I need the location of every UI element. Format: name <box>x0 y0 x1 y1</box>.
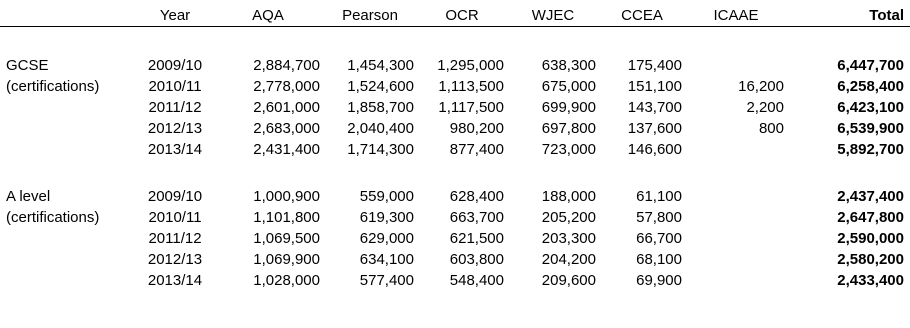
year-cell: 2010/11 <box>148 78 202 95</box>
table-row <box>0 76 910 97</box>
ccea-cell: 137,600 <box>627 120 682 137</box>
ocr-cell: 980,200 <box>449 120 504 137</box>
table-row <box>0 186 910 207</box>
icaae-cell <box>688 270 790 291</box>
pearson-cell: 1,524,600 <box>347 78 414 95</box>
ccea-cell: 57,800 <box>636 209 682 226</box>
ccea-cell: 61,100 <box>636 188 682 205</box>
icaae-cell: 800 <box>758 120 784 137</box>
year-cell: 2009/10 <box>147 188 203 205</box>
table-row <box>0 139 910 160</box>
total-cell: 6,423,100 <box>837 99 904 116</box>
ccea-cell: 66,700 <box>636 230 682 247</box>
year-cell: 2010/11 <box>148 209 202 226</box>
aqa-cell: 2,601,000 <box>253 99 320 116</box>
spacer-row <box>0 160 910 186</box>
total-cell: 6,447,700 <box>837 57 904 74</box>
icaae-cell: 16,200 <box>738 78 784 95</box>
icaae-cell: 2,200 <box>746 99 784 116</box>
empty-label <box>0 270 140 291</box>
empty-label <box>0 139 140 160</box>
empty-label <box>0 97 140 118</box>
header-pearson: Pearson <box>326 4 420 27</box>
total-cell: 2,437,400 <box>837 188 904 205</box>
pearson-cell: 2,040,400 <box>347 120 414 137</box>
aqa-cell: 2,431,400 <box>253 141 320 158</box>
group-label: GCSE <box>6 57 49 74</box>
table-row <box>0 228 910 249</box>
year-cell: 2013/14 <box>147 141 203 158</box>
year-cell: 2011/12 <box>148 99 202 116</box>
icaae-cell <box>688 55 790 76</box>
wjec-cell: 203,300 <box>541 230 596 247</box>
aqa-cell: 2,683,000 <box>253 120 320 137</box>
aqa-cell: 1,028,000 <box>253 272 320 289</box>
total-cell: 5,892,700 <box>837 141 904 158</box>
empty-label <box>0 118 140 139</box>
ccea-cell: 143,700 <box>627 99 682 116</box>
table-row <box>0 207 910 228</box>
ocr-cell: 548,400 <box>449 272 504 289</box>
header-ocr: OCR <box>420 4 510 27</box>
total-cell: 6,539,900 <box>837 120 904 137</box>
table-row <box>0 249 910 270</box>
total-cell: 2,590,000 <box>837 230 904 247</box>
aqa-cell: 1,000,900 <box>253 188 320 205</box>
pearson-cell: 634,100 <box>359 251 414 268</box>
header-label <box>0 4 140 27</box>
pearson-cell: 619,300 <box>359 209 414 226</box>
total-cell: 6,258,400 <box>837 78 904 95</box>
total-cell: 2,433,400 <box>837 272 904 289</box>
ocr-cell: 663,700 <box>449 209 504 226</box>
ccea-cell: 146,600 <box>627 141 682 158</box>
ocr-cell: 1,113,500 <box>438 78 504 95</box>
header-total: Total <box>790 4 910 27</box>
pearson-cell: 1,714,300 <box>347 141 414 158</box>
aqa-cell: 2,884,700 <box>253 57 320 74</box>
ccea-cell: 69,900 <box>636 272 682 289</box>
year-cell: 2012/13 <box>147 120 203 137</box>
wjec-cell: 209,600 <box>541 272 596 289</box>
header-wjec: WJEC <box>510 4 602 27</box>
ccea-cell: 68,100 <box>636 251 682 268</box>
group-sublabel: (certifications) <box>6 78 100 95</box>
aqa-cell: 1,069,500 <box>253 230 320 247</box>
ocr-cell: 603,800 <box>449 251 504 268</box>
year-cell: 2012/13 <box>147 251 203 268</box>
ocr-cell: 1,295,000 <box>437 57 504 74</box>
icaae-cell <box>688 228 790 249</box>
empty-label <box>0 228 140 249</box>
aqa-cell: 2,778,000 <box>253 78 320 95</box>
header-row <box>0 4 910 27</box>
ocr-cell: 1,117,500 <box>438 99 504 116</box>
table-row <box>0 97 910 118</box>
spacer-row <box>0 27 910 56</box>
certifications-table <box>0 4 910 291</box>
year-cell: 2011/12 <box>148 230 202 247</box>
aqa-cell: 1,069,900 <box>253 251 320 268</box>
wjec-cell: 205,200 <box>541 209 596 226</box>
icaae-cell <box>688 249 790 270</box>
table-row <box>0 118 910 139</box>
ocr-cell: 877,400 <box>449 141 504 158</box>
year-cell: 2013/14 <box>147 272 203 289</box>
pearson-cell: 629,000 <box>359 230 414 247</box>
group-label: A level <box>6 188 51 205</box>
wjec-cell: 723,000 <box>541 141 596 158</box>
wjec-cell: 188,000 <box>541 188 596 205</box>
table-row <box>0 270 910 291</box>
group-sublabel: (certifications) <box>6 209 100 226</box>
aqa-cell: 1,101,800 <box>253 209 320 226</box>
ocr-cell: 628,400 <box>449 188 504 205</box>
empty-label <box>0 249 140 270</box>
table-row <box>0 55 910 76</box>
header-ccea: CCEA <box>602 4 688 27</box>
header-icaae: ICAAE <box>688 4 790 27</box>
header-aqa: AQA <box>216 4 326 27</box>
pearson-cell: 1,454,300 <box>347 57 414 74</box>
wjec-cell: 204,200 <box>541 251 596 268</box>
pearson-cell: 577,400 <box>359 272 414 289</box>
pearson-cell: 559,000 <box>359 188 414 205</box>
total-cell: 2,647,800 <box>837 209 904 226</box>
wjec-cell: 675,000 <box>541 78 596 95</box>
ccea-cell: 151,100 <box>627 78 682 95</box>
icaae-cell <box>688 139 790 160</box>
icaae-cell <box>688 207 790 228</box>
wjec-cell: 699,900 <box>541 99 596 116</box>
wjec-cell: 697,800 <box>541 120 596 137</box>
header-year: Year <box>140 4 216 27</box>
year-cell: 2009/10 <box>147 57 203 74</box>
ccea-cell: 175,400 <box>627 57 682 74</box>
total-cell: 2,580,200 <box>837 251 904 268</box>
wjec-cell: 638,300 <box>541 57 596 74</box>
ocr-cell: 621,500 <box>449 230 504 247</box>
icaae-cell <box>688 186 790 207</box>
pearson-cell: 1,858,700 <box>347 99 414 116</box>
